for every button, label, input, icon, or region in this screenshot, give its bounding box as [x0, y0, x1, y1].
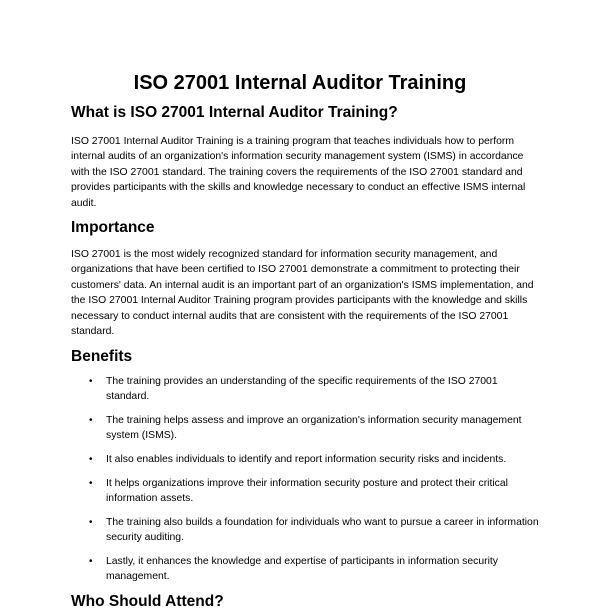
bullet-icon: • [89, 454, 93, 465]
list-item [71, 452, 541, 467]
list-item [71, 515, 541, 546]
bullet-icon: • [89, 376, 93, 387]
bullet-icon: • [89, 555, 93, 567]
page-title: ISO 27001 Internal Auditor Training [133, 72, 467, 94]
list-item-text: It also enables individuals to identify and report information security risks and incidents. [106, 454, 507, 465]
list-item [71, 476, 541, 507]
section-heading-benefits: Benefits [71, 348, 133, 365]
list-item-text: The training provides an understanding of the specific requirements of the ISO 27001 standard. [106, 376, 498, 403]
list-item-text: It helps organizations improve their information security posture and protect their critical information assets. [106, 477, 508, 504]
list-item-text: The training also builds a foundation for individuals who want to pursue a career in information security auditing. [106, 516, 539, 543]
list-item-text: The training helps assess and improve an organization's information security management system (ISMS). [106, 415, 522, 442]
section-heading-importance: Importance [71, 219, 155, 236]
bullet-icon: • [89, 477, 93, 489]
section-paragraph-what-is: ISO 27001 Internal Auditor Training is a training program that teaches individuals how to perform internal audits of an organization's information security management system (ISMS) in accordance with the ISO 27001 standard. The training covers the requirements of the ISO 27001 standard and provides participants with the skills and knowledge necessary to conduct an effective ISMS internal audit. [71, 136, 526, 209]
list-item [71, 413, 541, 444]
section-paragraph-importance: ISO 27001 is the most widely recognized standard for information security management, and organizations that have been certified to ISO 27001 demonstrate a commitment to protecting their customers' data. An internal audit is an important part of an organization's ISMS implementation, and the ISO 27001 Internal Auditor Training program provides participants with the knowledge and skills necessary to conduct internal audits that are consistent with the requirements of the ISO 27001 standard. [71, 249, 534, 338]
list-item [71, 374, 541, 405]
section-heading-who-should-attend: Who Should Attend? [71, 593, 224, 610]
bullet-icon: • [89, 516, 93, 528]
bullet-icon: • [89, 415, 93, 426]
section-heading-what-is: What is ISO 27001 Internal Auditor Training? [71, 104, 398, 121]
benefits-list [71, 374, 541, 593]
list-item [71, 554, 541, 585]
list-item-text: Lastly, it enhances the knowledge and expertise of participants in information security management. [106, 555, 498, 582]
